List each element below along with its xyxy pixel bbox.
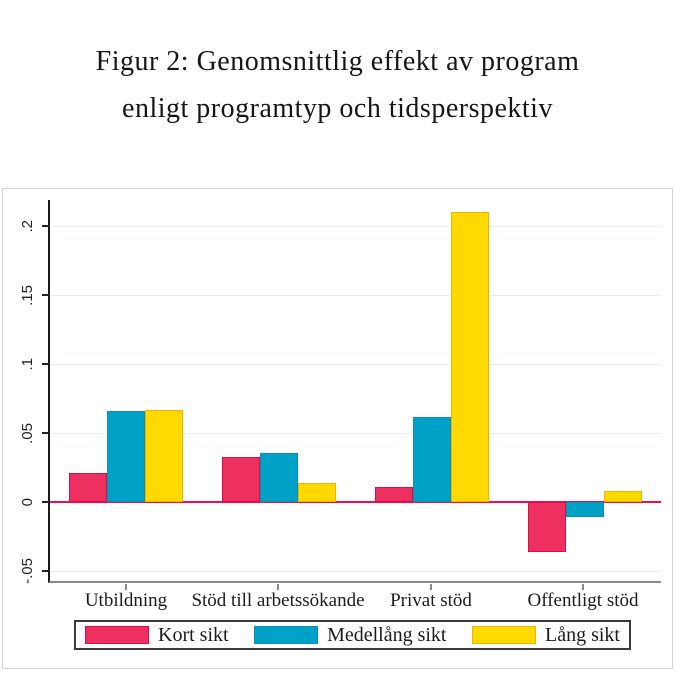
y-tick-label-wrap bbox=[14, 255, 40, 335]
y-tick-0 bbox=[42, 501, 50, 503]
bar-Stöd till arbetssökande-Medellång sikt bbox=[260, 453, 298, 503]
y-tick-neg0.05 bbox=[42, 570, 50, 572]
y-tick-label: 0 bbox=[18, 497, 36, 507]
bar-Offentligt stöd-Kort sikt bbox=[528, 502, 566, 552]
y-tick-label-wrap bbox=[14, 324, 40, 404]
legend-label: Medellång sikt bbox=[327, 623, 447, 646]
legend-swatch-kort-sikt bbox=[85, 626, 149, 644]
figure-region bbox=[2, 188, 673, 669]
x-category-label: Stöd till arbetssökande bbox=[191, 590, 365, 611]
bar-Utbildning-Medellång sikt bbox=[107, 411, 145, 502]
gridline-neg0.05 bbox=[50, 571, 661, 572]
legend-item-medellang-sikt bbox=[254, 624, 446, 647]
gridline-0.15 bbox=[50, 295, 661, 296]
legend-item-lang-sikt bbox=[472, 624, 620, 647]
y-tick-label: -.05 bbox=[18, 558, 36, 584]
y-tick-label: .05 bbox=[18, 422, 36, 444]
y-tick-0.15 bbox=[42, 294, 50, 296]
y-tick-0.05 bbox=[42, 432, 50, 434]
gridline-0.2 bbox=[50, 226, 661, 227]
bar-Privat stöd-Medellång sikt bbox=[413, 417, 451, 503]
chart-title bbox=[0, 38, 675, 132]
chart-title-line-1: Figur 2: Genomsnittlig effekt av program bbox=[95, 46, 580, 77]
x-category-label: Utbildning bbox=[84, 590, 168, 611]
y-tick-label: .15 bbox=[18, 284, 36, 306]
x-category-label: Privat stöd bbox=[390, 590, 472, 611]
x-category-label: Offentligt stöd bbox=[527, 590, 639, 611]
bar-Privat stöd-Kort sikt bbox=[375, 487, 413, 502]
bar-Privat stöd-Lång sikt bbox=[451, 212, 489, 502]
legend-swatch-lang-sikt bbox=[472, 626, 536, 644]
y-tick-0.1 bbox=[42, 363, 50, 365]
bar-Stöd till arbetssökande-Lång sikt bbox=[298, 483, 336, 502]
y-tick-label: .1 bbox=[18, 357, 36, 371]
legend-label: Lång sikt bbox=[545, 623, 620, 646]
y-tick-label-wrap bbox=[14, 186, 40, 266]
bar-Utbildning-Kort sikt bbox=[69, 473, 107, 502]
bar-Stöd till arbetssökande-Kort sikt bbox=[222, 457, 260, 503]
bar-Offentligt stöd-Lång sikt bbox=[604, 491, 642, 502]
bar-Offentligt stöd-Medellång sikt bbox=[566, 502, 604, 517]
y-tick-label-wrap bbox=[14, 531, 40, 611]
y-tick-0.2 bbox=[42, 225, 50, 227]
y-tick-label-wrap bbox=[14, 462, 40, 542]
legend-box bbox=[74, 620, 631, 650]
legend-swatch-medellang-sikt bbox=[254, 626, 318, 644]
legend-label: Kort sikt bbox=[158, 623, 229, 646]
gridline-0.1 bbox=[50, 364, 661, 365]
chart-title-line-2: enligt programtyp och tidsperspektiv bbox=[122, 93, 553, 124]
y-tick-label-wrap bbox=[14, 393, 40, 473]
legend-item-kort-sikt bbox=[85, 624, 229, 647]
plot-area bbox=[18, 200, 661, 584]
y-tick-label: .2 bbox=[18, 219, 36, 233]
bar-Utbildning-Lång sikt bbox=[145, 410, 183, 502]
